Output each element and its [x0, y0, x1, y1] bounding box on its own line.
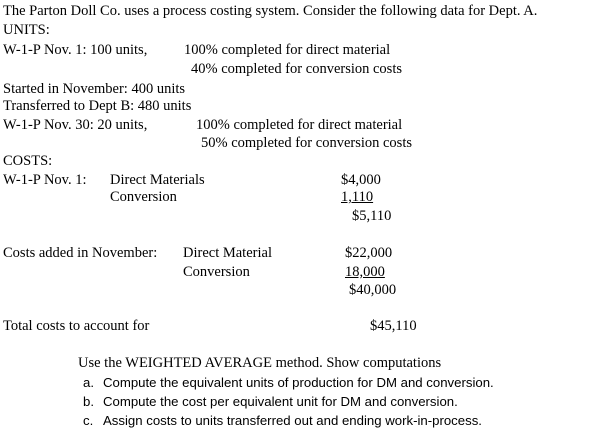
added-dm-label: Direct Material	[183, 245, 272, 261]
list-item-marker: a.	[83, 375, 94, 390]
started-units: Started in November: 400 units	[3, 81, 186, 97]
added-total: $40,000	[349, 282, 397, 298]
wip-end-label: W-1-P Nov. 30: 20 units,	[3, 117, 148, 133]
costs-dm-value: $4,000	[341, 172, 381, 188]
list-item: Compute the cost per equivalent unit for DM and conversion.	[103, 394, 458, 409]
wip-end-dm: 100% completed for direct material	[196, 117, 403, 133]
total-value: $45,110	[370, 318, 417, 334]
costs-wip-label: W-1-P Nov. 1:	[3, 172, 87, 188]
costs-dm-label: Direct Materials	[110, 172, 205, 188]
costs-subtotal: $5,110	[352, 208, 392, 224]
costs-heading: COSTS:	[3, 153, 53, 169]
intro-text: The Parton Doll Co. uses a process costing system. Consider the following data for Dept. A.	[3, 3, 538, 19]
added-label: Costs added in November:	[3, 245, 158, 261]
costs-conv-label: Conversion	[110, 189, 177, 205]
method-instruction: Use the WEIGHTED AVERAGE method. Show computations	[78, 355, 442, 371]
list-item-marker: c.	[83, 413, 94, 428]
units-heading: UNITS:	[3, 22, 50, 38]
added-conv-label: Conversion	[183, 264, 250, 280]
added-conv-value: 18,000	[345, 264, 385, 280]
wip-end-cc: 50% completed for conversion costs	[201, 135, 413, 151]
wip-begin-dm: 100% completed for direct material	[184, 42, 391, 58]
added-dm-value: $22,000	[345, 245, 393, 261]
list-item: Assign costs to units transferred out and ending work-in-process.	[103, 413, 482, 428]
list-item: Compute the equivalent units of production for DM and conversion.	[103, 375, 494, 390]
total-label: Total costs to account for	[3, 318, 150, 334]
wip-begin-cc: 40% completed for conversion costs	[191, 61, 403, 77]
list-item-marker: b.	[83, 394, 94, 409]
transferred-units: Transferred to Dept B: 480 units	[3, 98, 192, 114]
costs-conv-value: 1,110	[341, 189, 374, 205]
wip-begin-label: W-1-P Nov. 1: 100 units,	[3, 42, 148, 58]
